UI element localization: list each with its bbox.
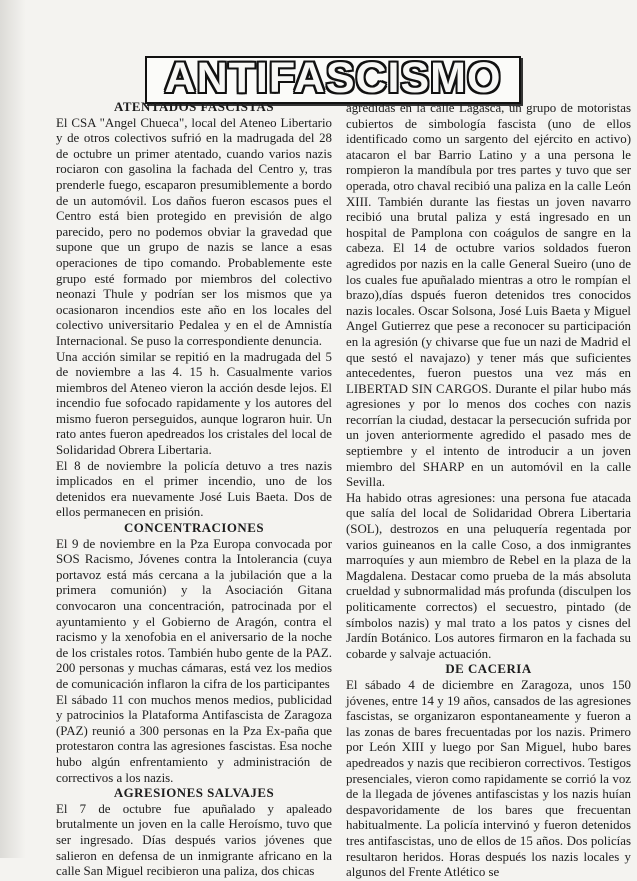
right-column xyxy=(346,101,631,881)
section-heading-atentados: ATENTADOS FASCISTAS xyxy=(113,100,275,114)
paragraph: El 9 de noviembre en la Pza Europa convocada por SOS Racismo, Jóvenes contra la Intolerancia (cuya portavoz está más cercana a la jubilación que a la primera comunión) y la Asociación Gitana convocaron una concentración, patrocinada por el ayuntamiento y el Gobierno de Aragón, contra el racismo y la xenofobia en el aniversario de la noche de los cristales rotos. También hubo gente de la PAZ. 200 personas y muchas cámaras, está vez los medios de comunicación inflaron la cifra de los participantes xyxy=(56,536,332,691)
paragraph: Una acción similar se repitió en la madrugada del 5 de noviembre a las 4. 15 h. Casualmente varios miembros del Ateneo vieron la acción desde lejos. El incendio fue sofocado rapidamente y los autores del mismo fueron perseguidos, aunque lograron huir. Un rato antes fueron apedreados los cristales del local de Solidaridad Obrera Libertaria. xyxy=(56,349,332,458)
section-heading-concentraciones: CONCENTRACIONES xyxy=(123,521,264,536)
paragraph: El 7 de octubre fue apuñalado y apaleado brutalmente un joven en la calle Heroísmo, tuvo que ser ingresado. Días después varios jóvenes que salieron en defensa de un inmigrante africano en la calle San Miguel recibieron una paliza, dos chicas xyxy=(56,801,332,879)
paragraph: El 8 de noviembre la policía detuvo a tres nazis implicados en el primer incendio, uno de los detenidos era nuevamente José Luis Baeta. Dos de ellos permanecen en prisión. xyxy=(56,458,332,520)
section-heading-agresiones: AGRESIONES SALVAJES xyxy=(113,786,275,801)
paragraph: Ha habido otras agresiones: una persona fue atacada que salía del local de Solidaridad Obrera Libertaria (SOL), destrozos en una peluquería regentada por varios guineanos en la calle Coso, a dos inmigrantes marroquíes y aun miembro de Rebel en la plaza de la Magdalena. Destacar como prueba de la más absoluta crueldad y subnormalidad más profunda (disculpen los politicamente correctos) el secuestro, pintado (de símbolos nazis) y mal trato a los patos y cisnes del Jardín Botánico. Los autores firmaron en la fachada su cobarde y salvaje actuación. xyxy=(346,490,631,661)
page-title: ANTIFASCISMO xyxy=(164,54,502,102)
section-heading-caceria: DE CACERIA xyxy=(445,662,532,677)
paragraph: El CSA "Angel Chueca", local del Ateneo Libertario y de otros colectivos sufrió en la madrugada del 28 de octubre un primer atentado, cuando varios nazis rociaron con gasolina la fachada del Centro y, tras prenderle fuego, escaparon presumiblemente a bordo de un automóvil. Los daños fueron escasos pues el Centro está bien protegido en previsión de algo parecido, pero no podemos obviar la gravedad que supone que un grupo de nazis se lance a esas operaciones de tipo comando. Probablemente este grupo esté formado por miembros del colectivo neonazi Thule y podrían ser los mismos que ya ocasionaron incendios este año en los locales del colectivo universitario Pedalea y en el de Amnistía Internacional. Se puso la correspondiente denuncia. xyxy=(56,115,332,348)
paragraph: El sábado 11 con muchos menos medios, publicidad y patrocinios la Plataforma Antifascista de Zaragoza (PAZ) reunió a 300 personas en la Pza Ex-paña que protestaron contra las agresiones fascistas. Esa noche hubo algún enfrentamiento y administración de correctivos a los nazis. xyxy=(56,692,332,785)
left-column xyxy=(56,100,332,880)
title-banner xyxy=(145,56,521,104)
paragraph: agredidas en la calle Lagasca, un grupo de motoristas cubiertos de simbología fascista (uno de ellos identificado como un sargento del ejército en activo) atacaron el bar Barrio Latino y a una persona le rompieron la mandíbula por tres partes y tuvo que ser operada, otro chaval recibió una paliza en la calle León XIII. También durante las fiestas un joven navarro recibió una brutal paliza y está ingresado en un hospital de Pamplona con coágulos de sangre en la cabeza. El 14 de octubre varios soldados fueron agredidos por nazis en la calle General Sueiro (uno de los cuales fue apuñalado mientras a otro le rompían el brazo),días dspués fueron detenidos tres conocidos nazis locales. Oscar Solsona, José Luis Baeta y Miguel Angel Gutierrez que pese a reconocer su participación en la agresión (y chivarse que fue un nazi de Madrid el que sestó el navajazo) y tener más que suficientes antecedentes, fueron puestos una vez más en LIBERTAD SIN CARGOS. Durante el pilar hubo más agresiones y por lo menos dos coches con nazis recorrían la ciudad, destacar la persecución sufrida por un joven anteriormente agredido el pasado mes de septiembre y el intento de introducir a un joven miembro del SHARP en un automóvil en la calle Sevilla. xyxy=(346,101,631,490)
paragraph: El sábado 4 de diciembre en Zaragoza, unos 150 jóvenes, entre 14 y 19 años, cansados de las agresiones fascistas, se organizaron espontaneamente y fueron a las zonas de bares frecuentadas por los nazis. Primero por León XIII y luego por San Miguel, hubo bares apedreados y nazis que recibieron correctivos. Testigos presenciales, vieron como rapidamente se corrió la voz de la llegada de jóvenes antifascistas y los nazis huían despavoridamente de los bares que frecuentan habitualmente. La policía intervinó y fueron detenidos tres antifascistas, uno de ellos de 15 años. Dos policías resultaron heridos. Horas después los nazis locales y algunos del Frente Atlético se xyxy=(346,677,631,880)
page-edge-shadow xyxy=(0,0,26,858)
